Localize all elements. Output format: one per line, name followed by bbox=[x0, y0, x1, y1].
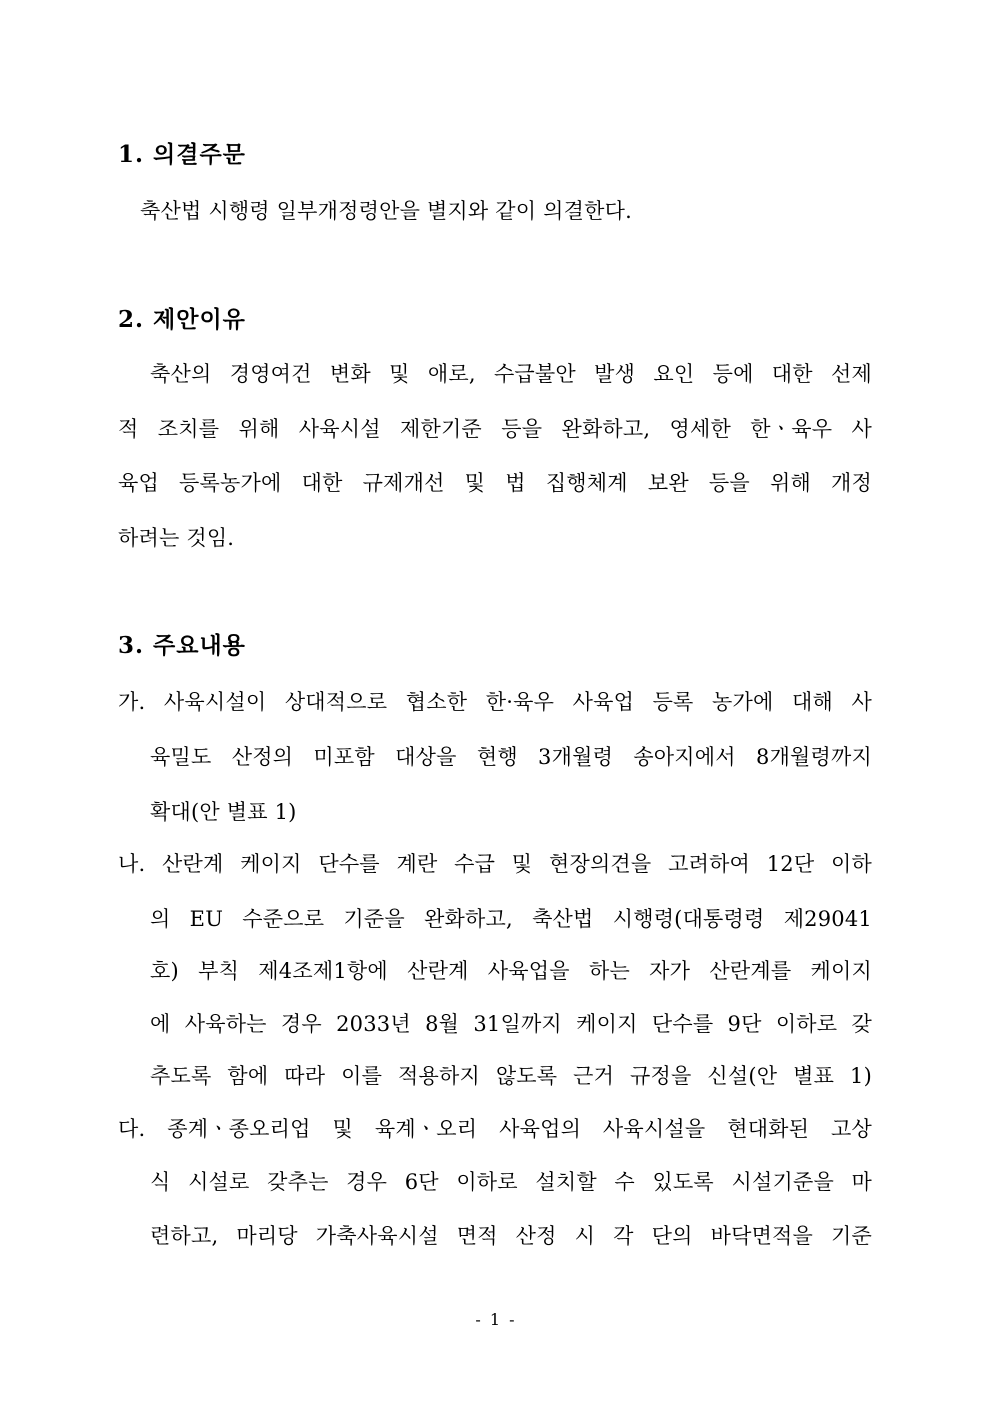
section-reason-line-3: 육업 등록농가에 대한 규제개선 및 법 집행체계 보완 등을 위해 개정 bbox=[118, 471, 872, 495]
item-da-line-3: 련하고, 마리당 가축사육시설 면적 산정 시 각 단의 바닥면적을 기준 bbox=[150, 1224, 872, 1248]
section-reason-line-2: 적 조치를 위해 사육시설 제한기준 등을 완화하고, 영세한 한ㆍ육우 사 bbox=[118, 417, 872, 441]
item-ga-line-1: 가. 사육시설이 상대적으로 협소한 한·육우 사육업 등록 농가에 대해 사 bbox=[118, 690, 872, 714]
section-heading-main-content: 3. 주요내용 bbox=[118, 632, 246, 659]
item-da-line-2: 식 시설로 갖추는 경우 6단 이하로 설치할 수 있도록 시설기준을 마 bbox=[150, 1170, 872, 1194]
item-da-line-1: 다. 종계ㆍ종오리업 및 육계ㆍ오리 사육업의 사육시설을 현대화된 고상 bbox=[118, 1117, 872, 1141]
section-reason-line-1: 축산의 경영여건 변화 및 애로, 수급불안 발생 요인 등에 대한 선제 bbox=[150, 362, 872, 386]
section-heading-reason: 2. 제안이유 bbox=[118, 306, 246, 333]
item-na-line-4: 에 사육하는 경우 2033년 8월 31일까지 케이지 단수를 9단 이하로 갖 bbox=[150, 1012, 872, 1036]
page-number: - 1 - bbox=[475, 1310, 517, 1329]
section-heading-resolution: 1. 의결주문 bbox=[118, 141, 246, 168]
item-ga-line-2: 육밀도 산정의 미포함 대상을 현행 3개월령 송아지에서 8개월령까지 bbox=[150, 745, 872, 769]
item-na-line-3: 호) 부칙 제4조제1항에 산란계 사육업을 하는 자가 산란계를 케이지 bbox=[150, 959, 872, 983]
item-na-line-5: 추도록 함에 따라 이를 적용하지 않도록 근거 규정을 신설(안 별표 1) bbox=[150, 1064, 872, 1088]
section-reason-line-4: 하려는 것임. bbox=[118, 526, 235, 550]
item-na-line-2: 의 EU 수준으로 기준을 완화하고, 축산법 시행령(대통령령 제29041 bbox=[150, 907, 872, 931]
item-ga-line-3: 확대(안 별표 1) bbox=[150, 800, 297, 824]
section-resolution-line-1: 축산법 시행령 일부개정령안을 별지와 같이 의결한다. bbox=[140, 199, 632, 223]
item-na-line-1: 나. 산란계 케이지 단수를 계란 수급 및 현장의견을 고려하여 12단 이하 bbox=[118, 852, 872, 876]
